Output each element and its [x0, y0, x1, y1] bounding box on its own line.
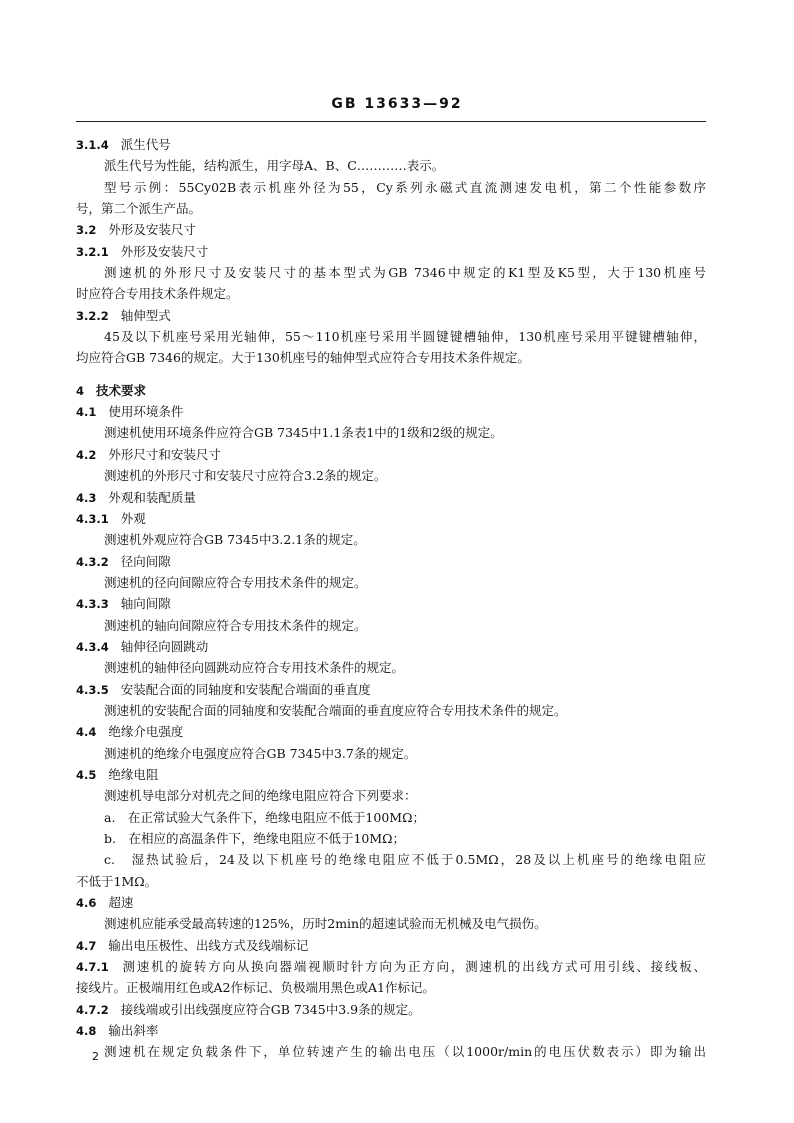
clause-text: 绝缘电阻	[108, 766, 159, 782]
clause-text: c. 湿热试验后，24及以下机座号的绝缘电阻应不低于0.5MΩ，28及以上机座号的绝缘电阻应	[104, 852, 706, 868]
clause-number: 4.7.1	[76, 960, 109, 975]
text-line	[76, 743, 706, 764]
clause-number: 4.3	[76, 490, 97, 505]
text-line	[76, 198, 706, 219]
text-line	[76, 636, 706, 657]
clause-text: 安装配合面的同轴度和安装配合端面的垂直度	[120, 681, 371, 697]
clause-number: 4.8	[76, 1024, 97, 1039]
clause-text: 外形尺寸和安装尺寸	[108, 446, 221, 462]
text-line	[76, 849, 706, 870]
clause-text: a. 在正常试验大气条件下，绝缘电阻应不低于100MΩ；	[104, 809, 425, 825]
clause-number: 3.2	[76, 223, 97, 238]
clause-text: 超速	[108, 895, 134, 911]
text-line	[76, 700, 706, 721]
clause-text: 技术要求	[96, 382, 147, 398]
clause-text: 测速机在规定负载条件下，单位转速产生的输出电压（以1000r/min的电压伏数表示）即为输出	[104, 1044, 706, 1060]
text-line	[76, 422, 706, 443]
clause-text: 测速机外观应符合GB 7345中3.2.1条的规定。	[104, 532, 366, 548]
text-line	[76, 551, 706, 572]
text-line	[76, 401, 706, 422]
text-line	[76, 764, 706, 785]
text-line	[76, 177, 706, 198]
clause-text: 使用环境条件	[108, 404, 184, 420]
text-line	[76, 913, 706, 934]
clause-text: 测速机的旋转方向从换向器端视顺时针方向为正方向，测速机的出线方式可用引线、接线板、	[120, 959, 706, 975]
clause-number: 4.3.5	[76, 682, 109, 697]
clause-text: 外形及安装尺寸	[108, 222, 196, 238]
text-line	[76, 529, 706, 550]
clause-number: 4.1	[76, 405, 97, 420]
clause-number: 4.2	[76, 447, 97, 462]
text-line	[76, 1020, 706, 1041]
clause-number: 3.2.2	[76, 308, 109, 323]
clause-number: 3.1.4	[76, 138, 109, 152]
clause-text: 号，第二个派生产品。	[76, 201, 202, 217]
clause-text: 接线片。正极端用红色或A2作标记、负极端用黑色或A1作标记。	[76, 980, 435, 996]
text-line	[76, 1041, 706, 1062]
clause-text: 输出斜率	[108, 1023, 159, 1039]
text-line	[76, 956, 706, 977]
clause-text: 测速机导电部分对机壳之间的绝缘电阻应符合下列要求：	[104, 788, 417, 804]
document-body	[76, 134, 706, 1063]
clause-text: 测速机应能承受最高转速的125%，历时2min的超速试验而无机械及电气损伤。	[104, 916, 547, 932]
text-line	[76, 305, 706, 326]
clause-text: 均应符合GB 7346的规定。大于130机座号的轴伸型式应符合专用技术条件规定。	[76, 350, 530, 366]
clause-number: 3.2.1	[76, 244, 109, 259]
clause-text: 绝缘介电强度	[108, 724, 184, 740]
clause-number: 4	[76, 383, 85, 398]
clause-number: 4.3.1	[76, 511, 109, 526]
clause-number: 4.5	[76, 767, 97, 782]
text-line	[76, 155, 706, 176]
clause-text: 型号示例：55Cy02B表示机座外径为55，Cy系列永磁式直流测速发电机，第二个性能参数序	[104, 179, 706, 195]
clause-text: 45及以下机座号采用光轴伸，55～110机座号采用半圆键键槽轴伸，130机座号采用平键键槽轴伸，	[104, 329, 706, 345]
text-line	[76, 572, 706, 593]
clause-number: 4.3.2	[76, 554, 109, 569]
clause-text: 外形及安装尺寸	[120, 243, 209, 259]
clause-text: 测速机的径向间隙应符合专用技术条件的规定。	[104, 574, 367, 590]
text-line	[76, 807, 706, 828]
text-line	[76, 935, 706, 956]
text-line	[76, 871, 706, 892]
text-line	[76, 593, 706, 614]
clause-number: 4.6	[76, 896, 97, 911]
clause-text: 轴向间隙	[120, 596, 171, 612]
page-number: 2	[92, 1050, 99, 1063]
document-header: GB 13633—92	[331, 96, 463, 112]
clause-number: 4.3.4	[76, 639, 109, 654]
text-line	[76, 615, 706, 636]
text-line	[76, 487, 706, 508]
header-rule	[76, 121, 706, 122]
clause-text: 不低于1MΩ。	[76, 873, 158, 889]
clause-text: 派生代号为性能，结构派生，用字母A、B、C…………表示。	[104, 158, 445, 174]
clause-number: 4.7.2	[76, 1002, 109, 1017]
text-line	[76, 326, 706, 347]
clause-text: b. 在相应的高温条件下，绝缘电阻应不低于10MΩ；	[104, 831, 406, 846]
text-line	[76, 657, 706, 678]
text-line	[76, 380, 706, 401]
text-line	[76, 262, 706, 283]
text-line	[76, 999, 706, 1020]
text-line	[76, 977, 706, 998]
clause-number: 4.7	[76, 938, 97, 953]
text-line	[76, 219, 706, 240]
clause-text: 轴伸型式	[120, 307, 171, 323]
text-line	[76, 283, 706, 304]
clause-text: 测速机的外形尺寸和安装尺寸应符合3.2条的规定。	[104, 468, 387, 484]
clause-text: 输出电压极性、出线方式及线端标记	[108, 937, 309, 953]
text-line	[76, 508, 706, 529]
clause-text: 测速机的安装配合面的同轴度和安装配合端面的垂直度应符合专用技术条件的规定。	[104, 702, 567, 718]
text-line	[76, 828, 706, 849]
clause-text: 外观	[120, 510, 146, 526]
text-line	[76, 721, 706, 742]
text-line	[76, 241, 706, 262]
clause-text: 测速机的轴向间隙应符合专用技术条件的规定。	[104, 617, 367, 633]
clause-text: 测速机使用环境条件应符合GB 7345中1.1条表1中的1级和2级的规定。	[104, 425, 503, 441]
clause-text: 测速机的外形尺寸及安装尺寸的基本型式为GB 7346中规定的K1型及K5型，大于130机座号	[104, 265, 706, 281]
clause-text: 派生代号	[120, 137, 171, 152]
clause-text: 时应符合专用技术条件规定。	[76, 286, 239, 302]
clause-number: 4.3.3	[76, 597, 109, 612]
text-line	[76, 347, 706, 368]
clause-text: 外观和装配质量	[108, 489, 196, 505]
text-line	[76, 679, 706, 700]
clause-number: 4.4	[76, 725, 97, 740]
clause-text: 轴伸径向圆跳动	[120, 638, 209, 654]
clause-text: 径向间隙	[120, 553, 171, 569]
clause-text: 接线端或引出线强度应符合GB 7345中3.9条的规定。	[120, 1001, 421, 1017]
clause-text: 测速机的绝缘介电强度应符合GB 7345中3.7条的规定。	[104, 745, 417, 761]
clause-text: 测速机的轴伸径向圆跳动应符合专用技术条件的规定。	[104, 660, 405, 676]
text-line	[76, 465, 706, 486]
text-line	[76, 134, 706, 155]
text-line	[76, 892, 706, 913]
text-line	[76, 785, 706, 806]
text-line	[76, 444, 706, 465]
